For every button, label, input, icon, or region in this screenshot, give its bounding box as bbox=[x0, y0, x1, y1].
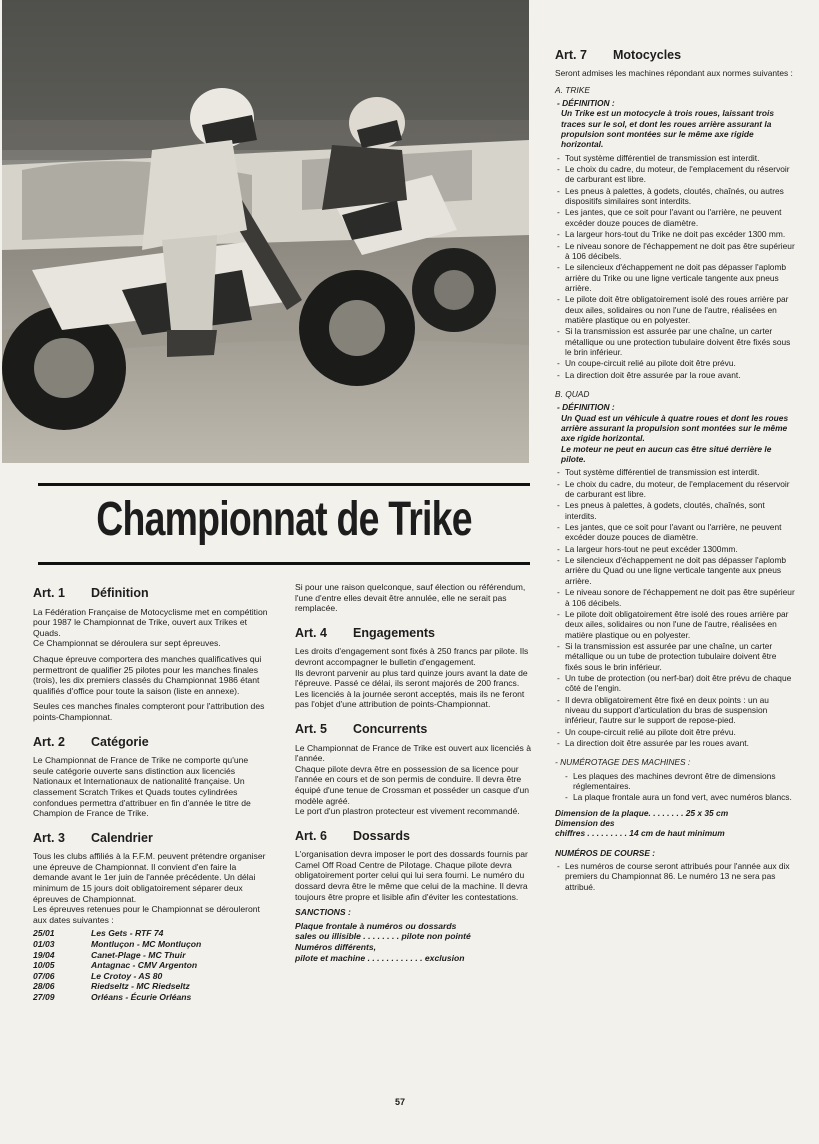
numbering-rules bbox=[555, 771, 795, 803]
quad-rule: - Le pilote doit obligatoirement être isolé des roues arrière par deux ailes, solidaires ou non l'une de l'autre, réalisées en matière plastique ou en polyester. bbox=[555, 609, 795, 640]
quad-rule: - La direction doit être assurée par les roues avant. bbox=[555, 738, 795, 748]
art7-intro: Seront admises les machines répondant aux normes suivantes : bbox=[555, 68, 793, 79]
calendar-date: 07/06 bbox=[33, 970, 55, 981]
art3-number: Art. 3 bbox=[33, 830, 65, 845]
art7-number: Art. 7 bbox=[555, 48, 587, 62]
trike-rule: - Les pneus à palettes, à godets, cloutés, chaînés, ou autres dispositifs similaires sont interdits. bbox=[555, 186, 795, 207]
quad-rule: - Les jantes, que ce soit pour l'avant ou l'arrière, ne peuvent excéder douze pouces de diamètre. bbox=[555, 522, 795, 543]
trike-rule: - Les jantes, que ce soit pour l'avant ou l'arrière, ne peuvent excéder douze pouces de diamètre. bbox=[555, 207, 795, 228]
art4-number: Art. 4 bbox=[295, 625, 327, 640]
art4-heading bbox=[295, 625, 533, 640]
art2-heading bbox=[33, 734, 271, 749]
trike-rule: - La direction doit être assurée par la roue avant. bbox=[555, 370, 795, 380]
course-numbers-label: NUMÉROS DE COURSE : bbox=[555, 847, 656, 858]
calendar-date: 25/01 bbox=[33, 928, 55, 939]
trike-section-label: A. TRIKE bbox=[555, 84, 590, 95]
art2-para: Le Championnat de France de Trike ne comporte qu'une seule catégorie ouverte sans distinction aux licenciés Nationaux et Internationaux de nationalité française. Un classement Scratch Trikes et Quads toutes cylindrées confondues permettra d'attribuer en fin d'année le titre de Champion de France de Trike. bbox=[33, 755, 251, 819]
title-rule-top bbox=[38, 483, 530, 486]
quad-rule: - Si la transmission est assurée par une chaîne, un carter métallique ou un tube de protection tubulaire doivent être fixés sous le brin inférieur. bbox=[555, 641, 795, 672]
quad-rule: - Les pneus à palettes, à godets, cloutés, chaînés, sont interdits. bbox=[555, 500, 795, 521]
art1-para: Ce Championnat se déroulera sur sept épreuves. bbox=[33, 638, 221, 649]
trike-definition: Un Trike est un motocycle à trois roues, laissant trois traces sur le sol, et dont les roues arrière assurant la propulsion sont montées sur le même axe rigide horizontal. bbox=[561, 108, 775, 150]
calendar-date: 27/09 bbox=[33, 992, 55, 1002]
art3-para: Tous les clubs affiliés à la F.F.M. peuvent prétendre organiser une épreuve de Championnat. Il convient d'en faire la demande avant le 1er juin de l'année précédente. Un délai minimum de 15 jours doit obligatoirement séparer deux épreuves de Championnat. bbox=[33, 851, 266, 904]
digit-dimension: chiffres . . . . . . . . . 14 cm de haut minimum bbox=[555, 828, 725, 839]
trike-rule: - Si la transmission est assurée par une chaîne, un carter métallique ou une protection tubulaire doivent être fixés sous le brin inférieur. bbox=[555, 326, 795, 357]
quad-rule: - Le niveau sonore de l'échappement ne doit pas être supérieur à 106 décibels. bbox=[555, 587, 795, 608]
art3-continued: Si pour une raison quelconque, sauf élection ou référendum, l'une d'entre elles devait être annulée, elle ne serait pas remplacée. bbox=[295, 582, 526, 614]
sanctions-label: SANCTIONS : bbox=[295, 907, 351, 918]
trike-definition-label: - DÉFINITION : bbox=[557, 98, 615, 109]
art4-title: Engagements bbox=[353, 625, 435, 640]
numbering-label: - NUMÉROTAGE DES MACHINES : bbox=[555, 757, 691, 768]
art1-para: Seules ces manches finales compteront pour l'attribution des points-Championnat. bbox=[33, 701, 265, 722]
numbering-rule: - Les plaques des machines devront être de dimensions réglementaires. bbox=[563, 771, 795, 792]
calendar-event: Antagnac - CMV Argenton bbox=[91, 960, 198, 971]
calendar-list bbox=[33, 928, 271, 1002]
trike-rule: - Tout système différentiel de transmission est interdit. bbox=[555, 153, 795, 163]
quad-definition-label: - DÉFINITION : bbox=[557, 402, 615, 413]
trike-rule: - Le silencieux d'échappement ne doit pas dépasser l'aplomb arrière du Trike ou une ligne verticale tangente aux pneus arrière. bbox=[555, 262, 795, 293]
art3-para: Les épreuves retenues pour le Championnat se dérouleront aux dates suivantes : bbox=[33, 904, 260, 925]
art2-title: Catégorie bbox=[91, 734, 149, 749]
art4-para: Ils devront parvenir au plus tard quinze jours avant la date de l'épreuve. Passé ce délai, ils seront majorés de 200 francs. bbox=[295, 667, 528, 689]
art1-para: La Fédération Française de Motocyclisme met en compétition pour 1987 le Championnat de Trike, ouvert aux Trikes et Quads. bbox=[33, 606, 268, 638]
art7-heading bbox=[555, 50, 795, 60]
quad-rule: - Le choix du cadre, du moteur, de l'emplacement du réservoir de carburant est libre. bbox=[555, 479, 795, 500]
art2-number: Art. 2 bbox=[33, 734, 65, 749]
page-title: Championnat de Trike bbox=[96, 493, 472, 546]
quad-section-label: B. QUAD bbox=[555, 388, 590, 399]
sanction-line: pilote et machine . . . . . . . . . . . . exclusion bbox=[295, 952, 465, 963]
art1-para: Chaque épreuve comportera des manches qualificatives qui permettront de qualifier 25 pilotes pour les manches finales (trois), les dix premiers classés du Championnat 1986 étant qualifiés d'office pour toute la saison (liste en annexe). bbox=[33, 653, 262, 696]
quad-rule: - Le silencieux d'échappement ne doit pas dépasser l'aplomb arrière du Quad ou une ligne verticale tangente aux pneus arrière. bbox=[555, 555, 795, 586]
numbering-rule: - La plaque frontale aura un fond vert, avec numéros blancs. bbox=[563, 792, 795, 802]
title-rule-bottom bbox=[38, 562, 530, 565]
calendar-date: 01/03 bbox=[33, 939, 55, 950]
page-number: 57 bbox=[395, 1097, 406, 1107]
trike-race-photo bbox=[2, 0, 529, 463]
calendar-event: Le Crotoy - AS 80 bbox=[91, 970, 163, 981]
art5-number: Art. 5 bbox=[295, 721, 327, 736]
trike-rules bbox=[555, 153, 795, 380]
quad-rule: - La largeur hors-tout ne peut excéder 1300mm. bbox=[555, 544, 795, 554]
calendar-event: Riedseltz - MC Riedseltz bbox=[91, 981, 190, 992]
quad-definition: Un Quad est un véhicule à quatre roues et dont les roues arrière assurant la propulsion sont montées sur le même axe rigide horizontal. bbox=[561, 412, 789, 444]
calendar-event: Les Gets - RTF 74 bbox=[91, 928, 164, 939]
trike-rule: - Le choix du cadre, du moteur, de l'emplacement du réservoir de carburant est libre. bbox=[555, 164, 795, 185]
course-number-rules bbox=[555, 861, 795, 892]
calendar-date: 10/05 bbox=[33, 960, 55, 971]
art5-heading bbox=[295, 721, 533, 736]
art6-title: Dossards bbox=[353, 828, 410, 843]
plate-dimension: Dimension de la plaque. . . . . . . . 25 x 35 cm bbox=[555, 807, 729, 818]
art7-title: Motocycles bbox=[613, 48, 682, 62]
art6-number: Art. 6 bbox=[295, 828, 327, 843]
art5-para: Le port d'un plastron protecteur est vivement recommandé. bbox=[295, 806, 520, 817]
art6-para: L'organisation devra imposer le port des dossards fournis par Camel Off Road Centre de Pilotage. Chaque pilote devra obligatoirement porter celui qui lui sera fourni. Le numéro du dossard devra être le même que celui de la machine. Il devra toujours être propre et lisible afin d'éviter les contestations. bbox=[295, 849, 528, 902]
art3-title: Calendrier bbox=[91, 830, 153, 845]
quad-rule: - Un tube de protection (ou nerf-bar) doit être prévu de chaque côté de l'engin. bbox=[555, 673, 795, 694]
sanction-line: Plaque frontale à numéros ou dossards bbox=[295, 920, 457, 931]
trike-rule: - Le pilote doit être obligatoirement isolé des roues arrière par deux ailes, solidaires ou non l'une de l'autre, réalisées en matière plastique ou en polyester. bbox=[555, 294, 795, 325]
quad-rule: - Un coupe-circuit relié au pilote doit être prévu. bbox=[555, 727, 795, 737]
art3-heading bbox=[33, 830, 271, 845]
art1-heading bbox=[33, 588, 271, 599]
sanction-line: sales ou illisible . . . . . . . . pilote non pointé bbox=[295, 931, 471, 942]
art5-title: Concurrents bbox=[353, 721, 428, 736]
quad-definition-2: Le moteur ne peut en aucun cas être situé derrière le pilote. bbox=[561, 443, 772, 465]
course-number-rule: - Les numéros de course seront attribués pour l'année aux dix premiers du Championnat 86. Le numéro 13 ne sera pas attribué. bbox=[555, 861, 795, 892]
column-1 bbox=[33, 580, 271, 1003]
calendar-date: 19/04 bbox=[33, 949, 55, 960]
trike-rule: - La largeur hors-tout du Trike ne doit pas excéder 1300 mm. bbox=[555, 229, 795, 239]
quad-rule: - Tout système différentiel de transmission est interdit. bbox=[555, 467, 795, 477]
sanction-line: Numéros différents, bbox=[295, 942, 377, 953]
trike-rule: - Un coupe-circuit relié au pilote doit être prévu. bbox=[555, 358, 795, 368]
art6-heading bbox=[295, 828, 533, 843]
quad-rules bbox=[555, 467, 795, 748]
trike-rule: - Le niveau sonore de l'échappement ne doit pas être supérieur à 106 décibels. bbox=[555, 241, 795, 262]
column-2 bbox=[295, 582, 533, 963]
calendar-event: Montluçon - MC Montluçon bbox=[91, 939, 202, 950]
calendar-event: Orléans - Écurie Orléans bbox=[91, 992, 192, 1002]
digit-dimension-label: Dimension des bbox=[555, 818, 615, 829]
column-3 bbox=[555, 50, 795, 893]
calendar-date: 28/06 bbox=[33, 981, 55, 992]
art4-para: Les droits d'engagement sont fixés à 250 francs par pilote. Ils devront accompagner le bulletin d'engagement. bbox=[295, 646, 529, 667]
quad-rule: - Il devra obligatoirement être fixé en deux points : un au niveau du support d'articulation du bras de suspension inférieur, l'autre sur le support de repose-pied. bbox=[555, 695, 795, 726]
art4-para: Les licenciés à la journée seront acceptés, mais ils ne feront pas l'objet d'une attribution de points-Championnat. bbox=[295, 688, 525, 710]
calendar-event: Canet-Plage - MC Thuir bbox=[91, 949, 186, 960]
art1-title: Définition bbox=[91, 586, 149, 600]
art5-para: Le Championnat de France de Trike est ouvert aux licenciés à l'année. bbox=[295, 742, 531, 764]
art5-para: Chaque pilote devra être en possession de sa licence pour l'année en cours et de son permis de conduire. Il devra être équipé d'une tenue de Crossman et posséder un casque d'un modèle agréé. bbox=[295, 763, 530, 806]
art1-number: Art. 1 bbox=[33, 586, 65, 600]
